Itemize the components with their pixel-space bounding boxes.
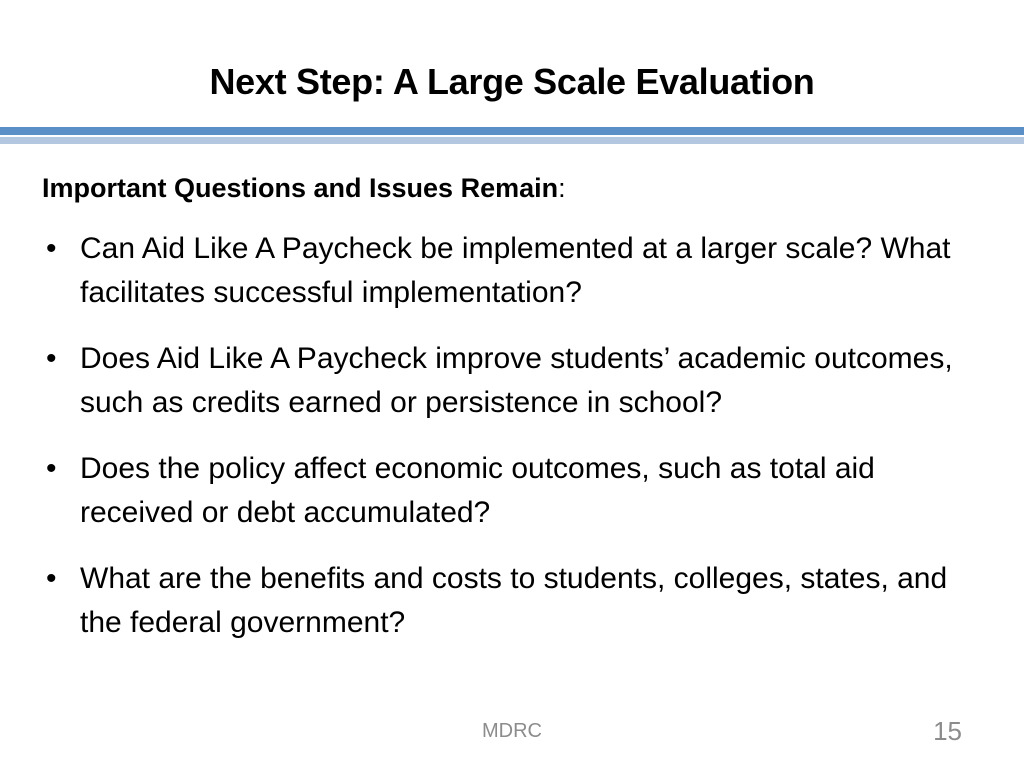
section-heading-text: Important Questions and Issues Remain <box>42 173 559 203</box>
bullet-item-benefits-costs <box>42 557 972 645</box>
section-heading-colon: : <box>558 173 566 203</box>
footer-organization: MDRC <box>482 720 542 742</box>
bullet-text: Does Aid Like A Paycheck improve students’ academic outcomes, such as credits earned or persistence in school? <box>80 342 953 419</box>
bullet-item-implementation <box>42 227 972 315</box>
bullet-dot-icon: • <box>46 342 57 375</box>
section-heading <box>42 166 972 210</box>
bullet-list <box>42 227 972 645</box>
bullet-text: Can Aid Like A Paycheck be implemented at a larger scale? What facilitates successful implementation? <box>80 232 951 309</box>
bullet-dot-icon: • <box>46 452 57 485</box>
bullet-dot-icon: • <box>46 562 57 595</box>
slide-body <box>42 166 972 667</box>
title-divider-primary <box>0 127 1024 135</box>
bullet-item-economic-outcomes <box>42 447 972 535</box>
slide-title: Next Step: A Large Scale Evaluation <box>209 61 815 102</box>
bullet-dot-icon: • <box>46 232 57 265</box>
title-divider-secondary <box>0 137 1024 144</box>
bullet-text: Does the policy affect economic outcomes, such as total aid received or debt accumulated? <box>80 452 875 529</box>
slide-number: 15 <box>933 716 962 746</box>
bullet-item-academic-outcomes <box>42 337 972 425</box>
bullet-text: What are the benefits and costs to students, colleges, states, and the federal government? <box>80 562 948 639</box>
